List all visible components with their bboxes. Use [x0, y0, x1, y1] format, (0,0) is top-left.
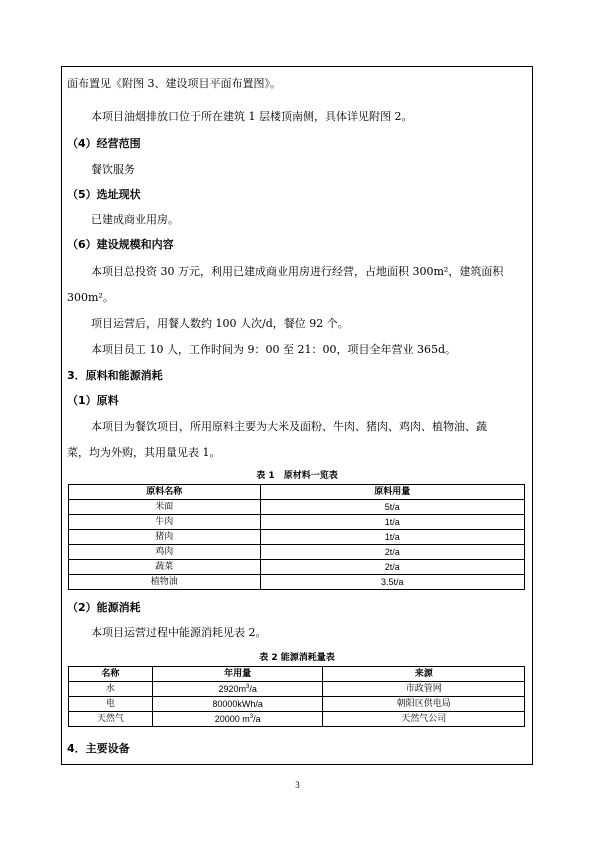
- table1-cell-name: 蔬菜: [69, 560, 261, 575]
- heading-energy: （2）能源消耗: [67, 601, 141, 614]
- table2-cell-amount: 20000 $m^3/a$: [152, 712, 323, 727]
- table1-header-amount: 原料用量: [260, 485, 524, 500]
- table2-cell-name: 水: [69, 682, 153, 697]
- table2-header-row: [69, 667, 525, 682]
- energy-table: [68, 666, 525, 727]
- table-row: [69, 712, 525, 727]
- paragraph-site-status: 已建成商业用房。: [91, 213, 179, 226]
- table1-header-name: 原料名称: [69, 485, 261, 500]
- heading-raw-materials: （1）原料: [67, 394, 119, 407]
- heading-business-scope: （4）经营范围: [67, 137, 141, 150]
- heading-site-status: （5）选址现状: [67, 188, 141, 201]
- table2-cell-name: 天然气: [69, 712, 153, 727]
- table1-caption: 表 1 原材料一览表: [256, 471, 338, 481]
- paragraph-layout-ref: 面布置见《附图 3、建设项目平面布置图》。: [67, 77, 281, 90]
- table1-cell-amount: 2t/a: [260, 545, 524, 560]
- table1-cell-name: 猪肉: [69, 530, 261, 545]
- table1-cell-amount: 3.5t/a: [260, 575, 524, 590]
- page-number: 3: [295, 780, 300, 790]
- table2-cell-name: 电: [69, 697, 153, 712]
- table1-cell-amount: 5t/a: [260, 500, 524, 515]
- table1-cell-name: 牛肉: [69, 515, 261, 530]
- paragraph-scale-1: 本项目总投资 30 万元，利用已建成商业用房进行经营，占地面积 300m²，建筑面积: [91, 265, 504, 278]
- table2-cell-source: 朝阳区供电局: [323, 697, 525, 712]
- heading-main-equipment: 4．主要设备: [67, 742, 130, 755]
- paragraph-scale-2: 300m²。: [67, 291, 114, 304]
- table1-cell-name: 鸡肉: [69, 545, 261, 560]
- table2-cell-amount: 80000kWh/a: [152, 697, 323, 712]
- table-row: [69, 697, 525, 712]
- table-row: [69, 575, 525, 590]
- table1-cell-amount: 2t/a: [260, 560, 524, 575]
- table-row: [69, 545, 525, 560]
- table1-cell-amount: 1t/a: [260, 515, 524, 530]
- table2-header-source: 来源: [323, 667, 525, 682]
- raw-materials-table: [68, 484, 525, 590]
- paragraph-energy-1: 本项目运营过程中能源消耗见表 2。: [91, 626, 267, 639]
- table-row: [69, 515, 525, 530]
- table-row: [69, 530, 525, 545]
- table-row: [69, 560, 525, 575]
- table2-cell-source: 天然气公司: [323, 712, 525, 727]
- table2-header-amount: 年用量: [152, 667, 323, 682]
- table1-cell-name: 米面: [69, 500, 261, 515]
- table1-cell-amount: 1t/a: [260, 530, 524, 545]
- paragraph-exhaust: 本项目油烟排放口位于所在建筑 1 层楼顶南侧，具体详见附图 2。: [91, 110, 413, 123]
- table2-header-name: 名称: [69, 667, 153, 682]
- paragraph-scale-3: 项目运营后，用餐人数约 100 人次/d，餐位 92 个。: [91, 317, 349, 330]
- table2-caption: 表 2 能源消耗量表: [259, 653, 335, 663]
- heading-scale: （6）建设规模和内容: [67, 238, 174, 251]
- paragraph-business-scope: 餐饮服务: [91, 163, 135, 176]
- heading-materials-energy: 3．原料和能源消耗: [67, 369, 163, 382]
- table-row: [69, 500, 525, 515]
- table1-cell-name: 植物油: [69, 575, 261, 590]
- table2-cell-source: 市政管网: [323, 682, 525, 697]
- table2-cell-amount: $2920m^3/a$: [152, 682, 323, 697]
- table-row: [69, 682, 525, 697]
- table1-header-row: [69, 485, 525, 500]
- paragraph-scale-4: 本项目员工 10 人，工作时间为 9：00 至 21：00，项目全年营业 365d。: [91, 343, 457, 356]
- paragraph-raw-2: 菜，均为外购，其用量见表 1。: [67, 446, 221, 459]
- paragraph-raw-1: 本项目为餐饮项目，所用原料主要为大米及面粉、牛肉、猪肉、鸡肉、植物油、蔬: [91, 420, 487, 433]
